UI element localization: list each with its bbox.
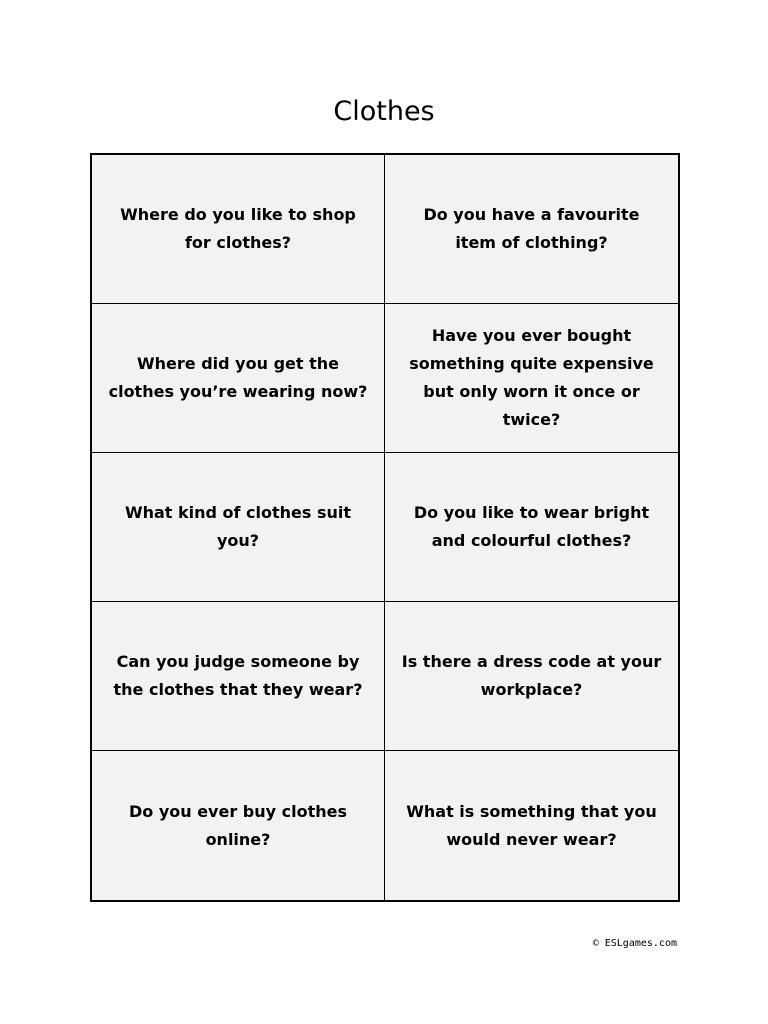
question-card[interactable] [92,304,385,453]
question-text: Where do you like to shop for clothes? [120,205,356,252]
question-card[interactable] [385,304,678,453]
question-text: Do you ever buy clothes online? [128,801,348,849]
question-card[interactable] [92,602,385,751]
question-card[interactable] [385,453,678,602]
question-text: Can you judge someone by the clothes that they wear? [113,652,363,699]
question-text: What is something that you would never wear? [406,801,657,849]
copyright-footer: © ESLgames.com [592,938,677,949]
question-text: Do you like to wear bright and colourful clothes? [413,503,650,550]
question-text: Where did you get the clothes you’re wearing now? [108,354,368,401]
question-card[interactable] [385,751,678,900]
question-card[interactable] [385,602,678,751]
page-title: Clothes [333,96,435,127]
question-text: Do you have a favourite item of clothing? [423,205,640,252]
question-card[interactable] [92,155,385,304]
question-card[interactable] [385,155,678,304]
question-card-grid [90,153,680,902]
question-text: Is there a dress code at your workplace? [401,652,662,699]
question-card[interactable] [92,453,385,602]
question-text: Have you ever bought something quite expensive but only worn it once or twice? [409,326,654,429]
question-card[interactable] [92,751,385,900]
question-text: What kind of clothes suit you? [124,503,352,550]
